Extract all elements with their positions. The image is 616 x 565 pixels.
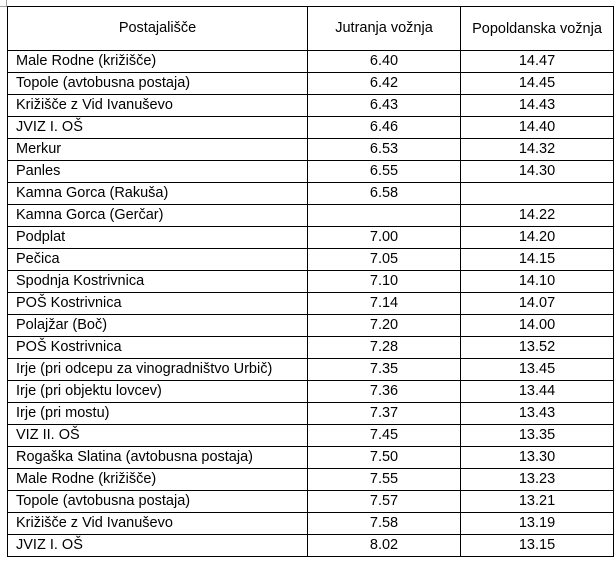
table-row <box>8 315 614 337</box>
stop-cell: POŠ Kostrivnica <box>8 293 308 315</box>
morning-time-cell: 8.02 <box>308 535 461 557</box>
table-row <box>8 139 614 161</box>
morning-time-cell: 7.35 <box>308 359 461 381</box>
morning-time-cell: 7.05 <box>308 249 461 271</box>
stop-cell: Kamna Gorca (Gerčar) <box>8 205 308 227</box>
stop-cell: Male Rodne (križišče) <box>8 51 308 73</box>
morning-time-cell: 7.36 <box>308 381 461 403</box>
morning-time-cell: 7.14 <box>308 293 461 315</box>
morning-time-cell: 6.42 <box>308 73 461 95</box>
bus-schedule-table <box>7 6 614 557</box>
afternoon-time-cell: 14.15 <box>461 249 614 271</box>
table-row <box>8 535 614 557</box>
table-row <box>8 249 614 271</box>
afternoon-time-cell: 14.07 <box>461 293 614 315</box>
morning-time-cell: 7.10 <box>308 271 461 293</box>
afternoon-time-cell: 14.32 <box>461 139 614 161</box>
table-row <box>8 469 614 491</box>
morning-time-cell: 7.55 <box>308 469 461 491</box>
morning-time-cell: 7.20 <box>308 315 461 337</box>
afternoon-time-cell: 14.20 <box>461 227 614 249</box>
table-row <box>8 513 614 535</box>
table-row <box>8 205 614 227</box>
stop-cell: Podplat <box>8 227 308 249</box>
table-row <box>8 447 614 469</box>
table-row <box>8 359 614 381</box>
morning-time-cell: 7.57 <box>308 491 461 513</box>
stop-cell: Topole (avtobusna postaja) <box>8 73 308 95</box>
stop-cell: POŠ Kostrivnica <box>8 337 308 359</box>
header-afternoon: Popoldanska vožnja <box>461 7 614 51</box>
afternoon-time-cell: 14.40 <box>461 117 614 139</box>
afternoon-time-cell: 13.23 <box>461 469 614 491</box>
afternoon-time-cell: 14.22 <box>461 205 614 227</box>
afternoon-time-cell: 13.52 <box>461 337 614 359</box>
afternoon-time-cell: 13.43 <box>461 403 614 425</box>
afternoon-time-cell: 13.21 <box>461 491 614 513</box>
morning-time-cell: 6.53 <box>308 139 461 161</box>
morning-time-cell <box>308 205 461 227</box>
stop-cell: Male Rodne (križišče) <box>8 469 308 491</box>
afternoon-time-cell: 14.30 <box>461 161 614 183</box>
table-row <box>8 227 614 249</box>
morning-time-cell: 6.40 <box>308 51 461 73</box>
table-row <box>8 161 614 183</box>
morning-time-cell: 6.46 <box>308 117 461 139</box>
morning-time-cell: 7.28 <box>308 337 461 359</box>
stop-cell: Merkur <box>8 139 308 161</box>
stop-cell: Irje (pri mostu) <box>8 403 308 425</box>
header-stop: Postajališče <box>8 7 308 51</box>
afternoon-time-cell: 13.44 <box>461 381 614 403</box>
morning-time-cell: 7.45 <box>308 425 461 447</box>
stop-cell: Pečica <box>8 249 308 271</box>
morning-time-cell: 7.58 <box>308 513 461 535</box>
morning-time-cell: 7.50 <box>308 447 461 469</box>
table-row <box>8 491 614 513</box>
table-row <box>8 293 614 315</box>
stop-cell: Topole (avtobusna postaja) <box>8 491 308 513</box>
afternoon-time-cell: 13.30 <box>461 447 614 469</box>
afternoon-time-cell: 14.10 <box>461 271 614 293</box>
header-row <box>8 7 614 51</box>
stop-cell: Križišče z Vid Ivanuševo <box>8 95 308 117</box>
stop-cell: Kamna Gorca (Rakuša) <box>8 183 308 205</box>
stop-cell: VIZ II. OŠ <box>8 425 308 447</box>
afternoon-time-cell: 14.43 <box>461 95 614 117</box>
table-row <box>8 51 614 73</box>
afternoon-time-cell: 14.45 <box>461 73 614 95</box>
table-row <box>8 183 614 205</box>
stop-cell: Irje (pri objektu lovcev) <box>8 381 308 403</box>
table-row <box>8 73 614 95</box>
table-row <box>8 381 614 403</box>
table-row <box>8 425 614 447</box>
afternoon-time-cell: 13.35 <box>461 425 614 447</box>
afternoon-time-cell: 13.19 <box>461 513 614 535</box>
table-row <box>8 271 614 293</box>
stop-cell: Spodnja Kostrivnica <box>8 271 308 293</box>
header-morning: Jutranja vožnja <box>308 7 461 51</box>
afternoon-time-cell: 13.15 <box>461 535 614 557</box>
stop-cell: Rogaška Slatina (avtobusna postaja) <box>8 447 308 469</box>
table-row <box>8 95 614 117</box>
morning-time-cell: 6.43 <box>308 95 461 117</box>
table-move-handle-icon[interactable] <box>0 0 7 7</box>
stop-cell: JVIZ I. OŠ <box>8 535 308 557</box>
stop-cell: Irje (pri odcepu za vinogradništvo Urbič) <box>8 359 308 381</box>
afternoon-time-cell <box>461 183 614 205</box>
stop-cell: Križišče z Vid Ivanuševo <box>8 513 308 535</box>
stop-cell: JVIZ I. OŠ <box>8 117 308 139</box>
morning-time-cell: 6.58 <box>308 183 461 205</box>
stop-cell: Polajžar (Boč) <box>8 315 308 337</box>
afternoon-time-cell: 13.45 <box>461 359 614 381</box>
afternoon-time-cell: 14.47 <box>461 51 614 73</box>
table-row <box>8 337 614 359</box>
table-row <box>8 403 614 425</box>
morning-time-cell: 6.55 <box>308 161 461 183</box>
afternoon-time-cell: 14.00 <box>461 315 614 337</box>
morning-time-cell: 7.00 <box>308 227 461 249</box>
table-row <box>8 117 614 139</box>
stop-cell: Panles <box>8 161 308 183</box>
morning-time-cell: 7.37 <box>308 403 461 425</box>
